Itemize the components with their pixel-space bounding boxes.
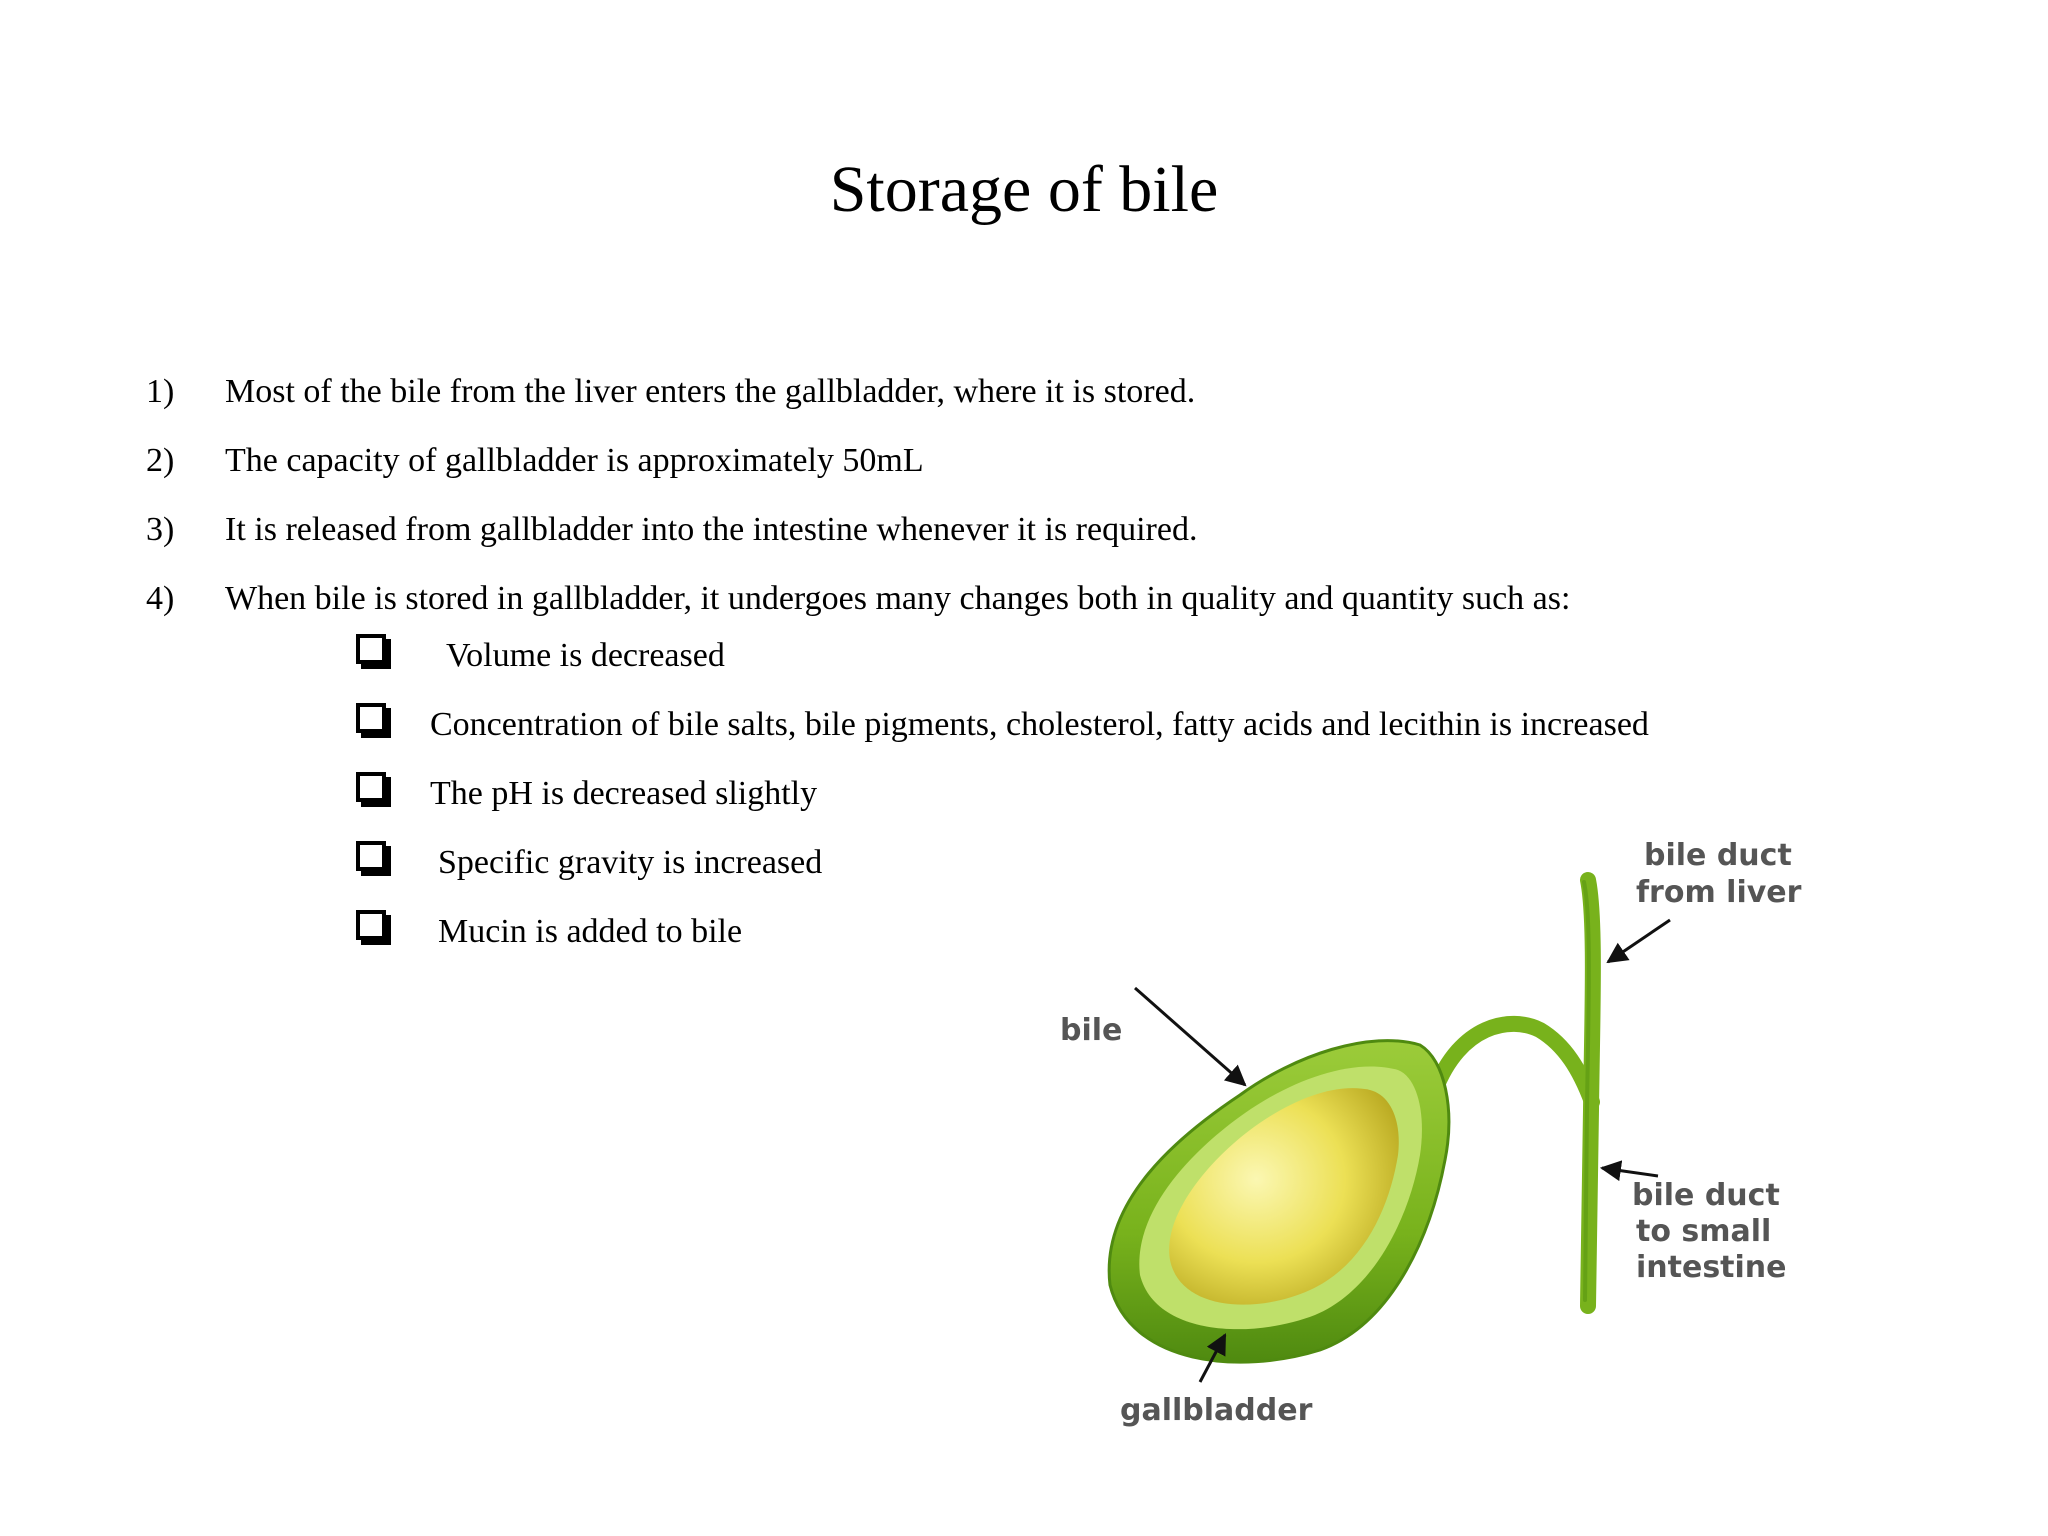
change-text: Specific gravity is increased [438, 844, 823, 881]
change-text: Volume is decreased [446, 637, 725, 674]
label-duct-intestine-line-3: intestine [1636, 1250, 1787, 1285]
point-text: When bile is stored in gallbladder, it undergoes many changes both in quality and quantity such as: [225, 580, 1571, 617]
point-number: 4) [146, 580, 175, 617]
change-text: The pH is decreased slightly [430, 775, 818, 812]
gallbladder-diagram [1040, 820, 1840, 1450]
bile-arrow [1135, 988, 1245, 1085]
point-text: The capacity of gallbladder is approximately 50mL [225, 442, 924, 479]
label-bile: bile [1060, 1013, 1123, 1048]
duct-liver-arrow [1608, 920, 1670, 962]
label-duct-intestine-line-1: bile duct [1632, 1178, 1780, 1213]
checkbox-bullet-icon [356, 910, 386, 940]
label-duct-liver-line-2: from liver [1636, 875, 1802, 910]
change-text: Concentration of bile salts, bile pigments, cholesterol, fatty acids and lecithin is increased [430, 706, 1649, 743]
point-number: 2) [146, 442, 175, 479]
point-text: It is released from gallbladder into the intestine whenever it is required. [225, 511, 1198, 548]
label-duct-intestine-line-2: to small [1636, 1214, 1772, 1249]
point-number: 1) [146, 373, 175, 410]
slide-title: Storage of bile [829, 153, 1219, 226]
label-gallbladder: gallbladder [1120, 1393, 1313, 1428]
point-number: 3) [146, 511, 175, 548]
cystic-duct [1435, 1024, 1592, 1102]
checkbox-bullet-icon [356, 841, 386, 871]
checkbox-bullet-icon [356, 772, 386, 802]
change-text: Mucin is added to bile [438, 913, 743, 950]
point-text: Most of the bile from the liver enters the gallbladder, where it is stored. [225, 373, 1196, 410]
label-duct-liver-line-1: bile duct [1644, 838, 1792, 873]
checkbox-bullet-icon [356, 703, 386, 733]
checkbox-bullet-icon [356, 634, 386, 664]
duct-intestine-arrow [1602, 1168, 1658, 1176]
